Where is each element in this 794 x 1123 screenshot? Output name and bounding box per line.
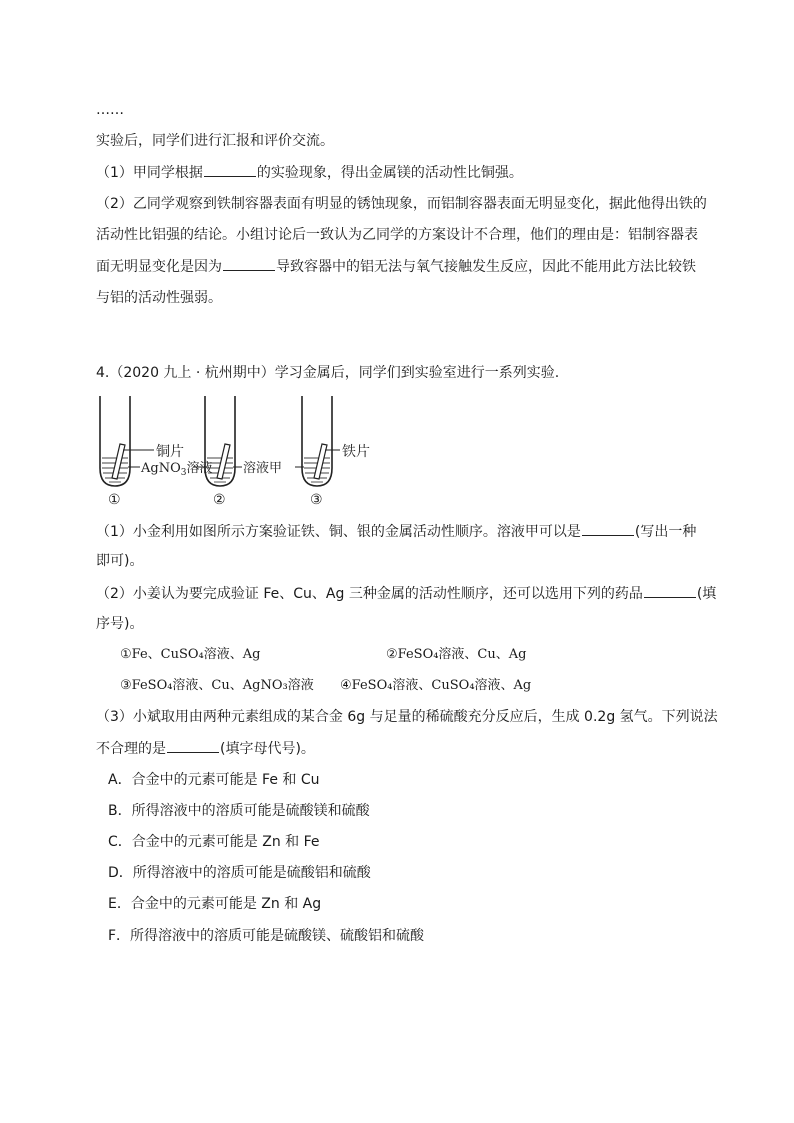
q3-part1-b: 的实验现象，得出金属镁的活动性比铜强。 [256,165,523,181]
q4-part2-b: (填 [696,586,717,602]
choice-d: D．所得溶液中的溶质可能是硫酸铝和硫酸 [108,865,371,881]
q4-part2-line1 [96,583,716,604]
option-2: ②FeSO₄溶液、Cu、Ag [386,647,527,662]
choice-e: E．合金中的元素可能是 Zn 和 Ag [108,896,322,912]
q4-part1-line2: 即可)。 [96,553,144,569]
q4-part1-b: (写出一种 [634,524,697,540]
q4-part1-a: （1）小金利用如图所示方案验证铁、铜、银的金属活动性顺序。溶液甲可以是 [96,524,581,540]
q3-part2-line3 [96,256,696,277]
label-solution: 溶液甲 [243,461,283,476]
answer-blank[interactable] [644,583,696,598]
tube-number-1: ① [108,492,121,508]
summary-text: 实验后，同学们进行汇报和评价交流。 [96,133,334,149]
q3-part2-line3-b: 导致容器中的铝无法与氧气接触发生反应，因此不能用此方法比较铁 [276,259,696,275]
q3-part2-line1: （2）乙同学观察到铁制容器表面有明显的锈蚀现象，而铝制容器表面无明显变化，据此他得出铁的 [96,196,707,212]
answer-blank[interactable] [204,162,256,177]
choice-c: C．合金中的元素可能是 Zn 和 Fe [108,834,320,850]
q4-part3-line1: （3）小斌取用由两种元素组成的某合金 6g 与足量的稀硫酸充分反应后，生成 0.2g 氢气。下列说法 [96,709,718,725]
option-4: ④FeSO₄溶液、CuSO₄溶液、Ag [340,678,532,693]
label-copper: 铜片 [156,444,184,460]
q4-part2-a: （2）小姜认为要完成验证 Fe、Cu、Ag 三种金属的活动性顺序，还可以选用下列的药品 [96,586,643,602]
label-iron: 铁片 [342,444,370,460]
q4-part3-line2 [96,738,315,759]
choice-f: F．所得溶液中的溶质可能是硫酸镁、硫酸铝和硫酸 [108,928,425,944]
choice-b: B．所得溶液中的溶质可能是硫酸镁和硫酸 [108,803,370,819]
choice-a: A．合金中的元素可能是 Fe 和 Cu [108,772,320,788]
tube-number-2: ② [213,492,226,508]
answer-blank[interactable] [223,256,275,271]
label-agno3: AgNO$_3$溶液 [141,461,213,478]
test-tube-3 [295,396,340,486]
q3-part2-line2: 活动性比铝强的结论。小组讨论后一致认为乙同学的方案设计不合理，他们的理由是：铝制容器表 [96,227,698,243]
option-3: ③FeSO₄溶液、Cu、AgNO₃溶液 [120,678,314,693]
q3-part1 [96,162,523,183]
q3-part1-a: （1）甲同学根据 [96,165,203,181]
tube-number-3: ③ [310,492,323,508]
q4-part3-b: 不合理的是 [96,741,166,757]
option-1: ①Fe、CuSO₄溶液、Ag [120,647,261,662]
q4-part2-line2: 序号)。 [96,616,144,632]
q3-part2-line4: 与铝的活动性强弱。 [96,290,222,306]
q3-part2-line3-a: 面无明显变化是因为 [96,259,222,275]
ellipsis-text: …… [96,102,124,118]
answer-blank[interactable] [582,521,634,536]
q4-part3-c: (填字母代号)。 [220,741,315,757]
answer-blank[interactable] [167,738,219,753]
q4-header: 4.（2020 九上 · 杭州期中）学习金属后，同学们到实验室进行一系列实验. [96,365,560,381]
test-tube-figure [90,390,380,508]
q4-part1-line1 [96,521,696,542]
